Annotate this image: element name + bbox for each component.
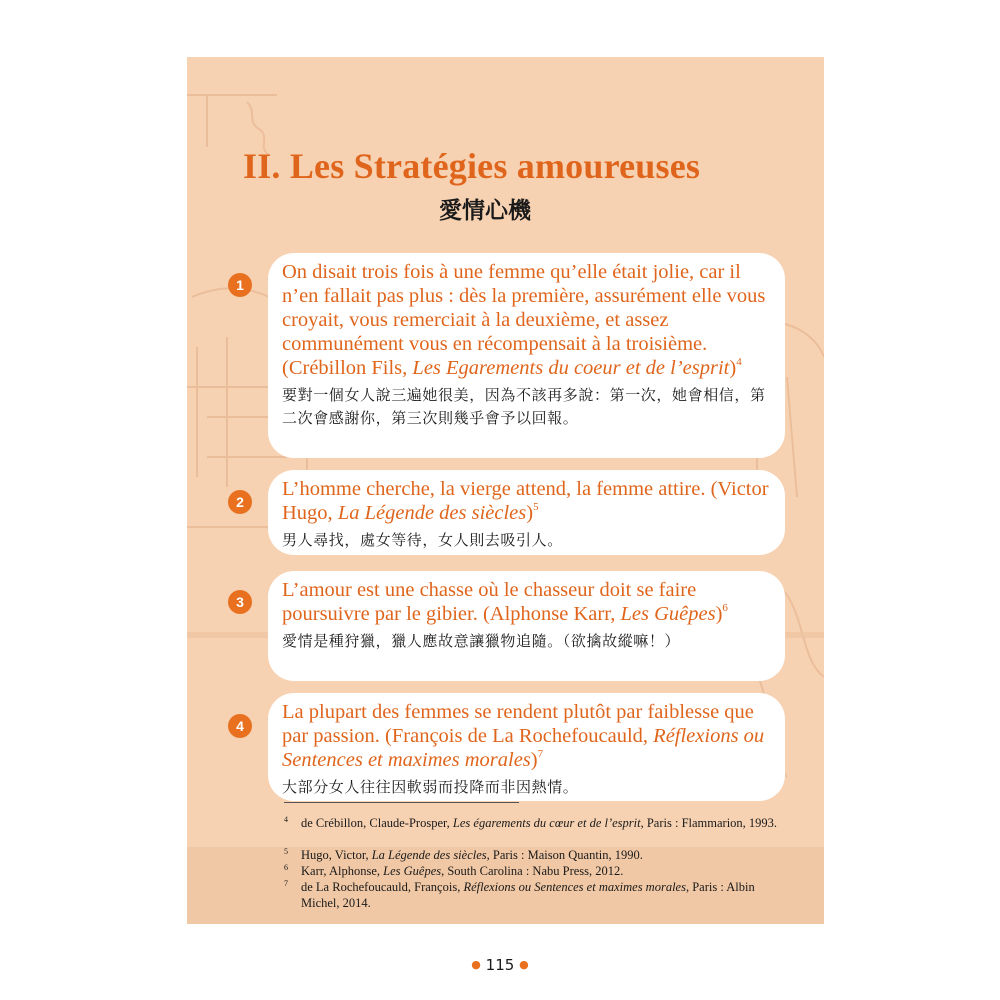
quote-content bbox=[282, 477, 773, 552]
footnote-ref: 4 bbox=[736, 356, 742, 368]
footnote-work-title: Les Guêpes bbox=[383, 864, 442, 878]
quote-translation: 男人尋找，處女等待，女人則去吸引人。 bbox=[282, 531, 563, 549]
footnote-text: de Crébillon, Claude-Prosper, Les égarements du cœur et de l’esprit, Paris : Flammarion, 1993. bbox=[301, 816, 778, 830]
quote-card-2 bbox=[268, 470, 785, 555]
quote-work-title: Les Egarements du coeur et de l’esprit bbox=[412, 357, 730, 379]
footnote-mark: 7 bbox=[284, 879, 288, 888]
quote-translation: 愛情是種狩獵，獵人應故意讓獵物追隨。（欲擒故縱嘛！） bbox=[282, 632, 681, 650]
quote-number-badge: 1 bbox=[228, 273, 252, 297]
footnote-4 bbox=[284, 815, 784, 831]
footnote-6 bbox=[284, 863, 784, 879]
footnote-work-title: Réflexions ou Sentences et maximes morales bbox=[463, 880, 686, 894]
footnote-ref: 5 bbox=[533, 501, 539, 513]
footnote-5 bbox=[284, 847, 784, 863]
quote-card-3 bbox=[268, 571, 785, 681]
page-number: ● 115 ● bbox=[471, 956, 529, 974]
quote-work-title: La Légende des siècles bbox=[337, 502, 527, 524]
quote-text: L’amour est une chasse où le chasseur doit se faire poursuivre par le gibier. (Alphonse Karr, Les Guêpes)$^6$ bbox=[282, 579, 728, 625]
quote-number-badge: 4 bbox=[228, 714, 252, 738]
quote-text: On disait trois fois à une femme qu’elle était jolie, car il n’en fallait pas plus : dès la première, assurément elle vous croyait, vous remerciait à la deuxième, et assez communément vous en récompensait à la troisième. (Crébillon Fils, Les Egarements du coeur et de l’esprit)$^4$ bbox=[282, 261, 766, 379]
section-subtitle: 愛情心機 bbox=[439, 198, 531, 224]
footnote-7 bbox=[284, 879, 784, 911]
footnote-work-title: La Légende des siècles bbox=[371, 848, 487, 862]
footnote-mark: 4 bbox=[284, 815, 288, 824]
footnote-mark: 6 bbox=[284, 863, 288, 872]
quote-work-title: Réflexions ou Sentences et maximes morales bbox=[282, 725, 765, 771]
quote-content bbox=[282, 260, 773, 430]
quote-content bbox=[282, 700, 773, 799]
footnote-ref: 6 bbox=[722, 602, 728, 614]
footnote-text: Hugo, Victor, La Légende des siècles, Paris : Maison Quantin, 1990. bbox=[301, 848, 643, 862]
quote-text: La plupart des femmes se rendent plutôt par faiblesse que par passion. (François de La Rochefoucauld, Réflexions ou Sentences et maximes morales)$^7$ bbox=[282, 701, 765, 771]
footnote-ref: 7 bbox=[537, 748, 544, 760]
quote-work-title: Les Guêpes bbox=[620, 603, 716, 625]
quote-card-4 bbox=[268, 693, 785, 801]
footnote-work-title: Les égarements du cœur et de l’esprit bbox=[452, 816, 641, 830]
quote-text: L’homme cherche, la vierge attend, la femme attire. (Victor Hugo, La Légende des siècles)$^5$ bbox=[282, 478, 769, 524]
footnote-text: Karr, Alphonse, Les Guêpes, South Carolina : Nabu Press, 2012. bbox=[301, 864, 624, 878]
quote-card-1 bbox=[268, 253, 785, 458]
page-sheet bbox=[187, 57, 824, 924]
quote-content bbox=[282, 578, 773, 653]
section-title: II. Les Stratégies amoureuses bbox=[243, 146, 701, 186]
bullet-icon: ● bbox=[471, 958, 481, 971]
quote-number-badge: 2 bbox=[228, 490, 252, 514]
quote-translation: 大部分女人往往因軟弱而投降而非因熱情。 bbox=[282, 778, 579, 796]
bullet-icon: ● bbox=[519, 958, 529, 971]
quote-translation: 要對一個女人說三遍她很美，因為不該再多說：第一次，她會相信，第二次會感謝你，第三次則幾乎會予以回報。 bbox=[282, 386, 766, 427]
footnote-divider bbox=[284, 802, 519, 803]
quote-number-badge: 3 bbox=[228, 590, 252, 614]
footnote-text: de La Rochefoucauld, François, Réflexions ou Sentences et maximes morales, Paris : Albin Michel, 2014. bbox=[301, 880, 755, 910]
footnote-mark: 5 bbox=[284, 847, 288, 856]
